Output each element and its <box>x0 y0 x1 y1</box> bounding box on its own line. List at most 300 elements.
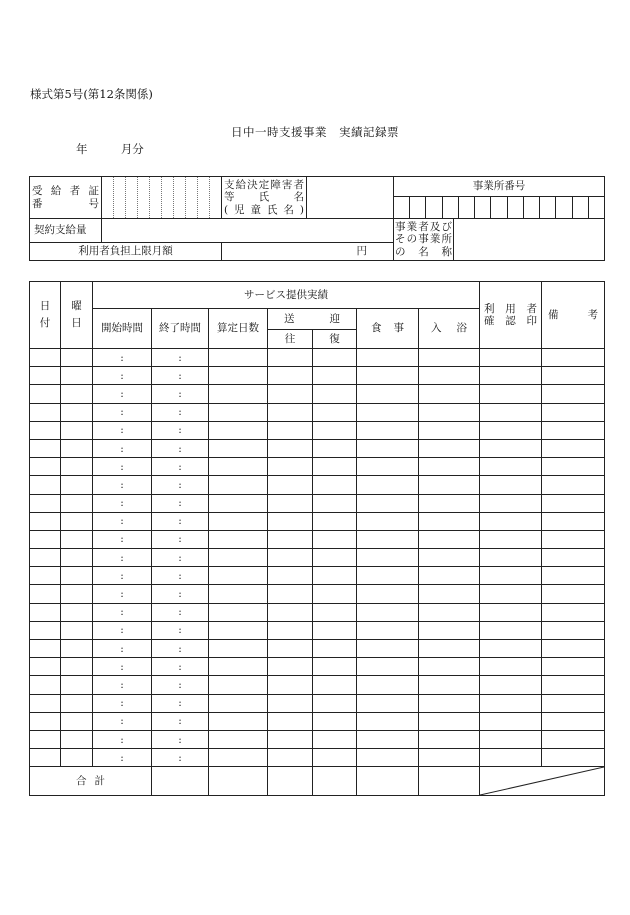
cell-day[interactable] <box>30 694 61 712</box>
cell-end-time[interactable] <box>152 621 209 639</box>
cell-user-confirm[interactable] <box>480 658 542 676</box>
cell-remarks[interactable] <box>542 549 605 567</box>
cell-outbound[interactable] <box>268 640 313 658</box>
cell-bath[interactable] <box>419 712 480 730</box>
cell-day[interactable] <box>30 421 61 439</box>
cell-calc-days[interactable] <box>209 730 268 748</box>
cell-weekday[interactable] <box>61 730 93 748</box>
cell-start-time[interactable] <box>93 458 152 476</box>
time-separator: : <box>120 497 124 510</box>
total-meal[interactable] <box>357 767 419 796</box>
cell-bath[interactable] <box>419 567 480 585</box>
cell-day[interactable] <box>30 385 61 403</box>
cell-end-time[interactable] <box>152 585 209 603</box>
time-separator: : <box>120 369 124 382</box>
time-separator: : <box>178 678 182 691</box>
cell-meal[interactable] <box>357 385 419 403</box>
cell-meal[interactable] <box>357 458 419 476</box>
cell-bath[interactable] <box>419 476 480 494</box>
cell-end-time[interactable] <box>152 603 209 621</box>
cell-meal[interactable] <box>357 640 419 658</box>
cell-bath[interactable] <box>419 640 480 658</box>
time-separator: : <box>120 588 124 600</box>
cell-inbound[interactable] <box>313 512 357 530</box>
cell-outbound[interactable] <box>268 349 313 367</box>
cell-bath[interactable] <box>419 512 480 530</box>
cell-remarks[interactable] <box>542 676 605 694</box>
cell-remarks[interactable] <box>542 476 605 494</box>
table-row <box>30 512 605 530</box>
cell-start-time[interactable] <box>93 694 152 712</box>
cell-end-time[interactable] <box>152 367 209 385</box>
cell-outbound[interactable] <box>268 712 313 730</box>
cell-outbound[interactable] <box>268 476 313 494</box>
cell-start-time[interactable] <box>93 494 152 512</box>
cell-calc-days[interactable] <box>209 476 268 494</box>
cell-start-time[interactable] <box>93 367 152 385</box>
cell-day[interactable] <box>30 712 61 730</box>
cell-user-confirm[interactable] <box>480 403 542 421</box>
cell-outbound[interactable] <box>268 676 313 694</box>
cell-outbound[interactable] <box>268 421 313 439</box>
cell-inbound[interactable] <box>313 694 357 712</box>
cell-user-confirm[interactable] <box>480 694 542 712</box>
cell-weekday[interactable] <box>61 349 93 367</box>
time-separator: : <box>120 515 124 528</box>
cell-bath[interactable] <box>419 530 480 548</box>
cell-calc-days[interactable] <box>209 458 268 476</box>
cell-bath[interactable] <box>419 367 480 385</box>
time-separator: : <box>120 533 124 546</box>
cell-user-confirm[interactable] <box>480 367 542 385</box>
cell-outbound[interactable] <box>268 567 313 585</box>
cell-end-time[interactable] <box>152 403 209 421</box>
cell-calc-days[interactable] <box>209 349 268 367</box>
cell-start-time[interactable] <box>93 530 152 548</box>
cell-start-time[interactable] <box>93 749 152 767</box>
cell-start-time[interactable] <box>93 421 152 439</box>
cell-remarks[interactable] <box>542 567 605 585</box>
cell-day[interactable] <box>30 458 61 476</box>
time-separator: : <box>120 569 124 582</box>
cell-weekday[interactable] <box>61 658 93 676</box>
cell-weekday[interactable] <box>61 603 93 621</box>
cell-user-confirm[interactable] <box>480 640 542 658</box>
cell-inbound[interactable] <box>313 549 357 567</box>
time-separator: : <box>178 606 182 619</box>
cell-weekday[interactable] <box>61 567 93 585</box>
cell-remarks[interactable] <box>542 439 605 457</box>
total-label: 合計 <box>30 767 152 796</box>
cell-day[interactable] <box>30 367 61 385</box>
cell-calc-days[interactable] <box>209 439 268 457</box>
cell-remarks[interactable] <box>542 349 605 367</box>
cell-day[interactable] <box>30 658 61 676</box>
cell-calc-days[interactable] <box>209 530 268 548</box>
cell-weekday[interactable] <box>61 749 93 767</box>
cell-day[interactable] <box>30 749 61 767</box>
cell-meal[interactable] <box>357 403 419 421</box>
cell-outbound[interactable] <box>268 549 313 567</box>
cell-user-confirm[interactable] <box>480 749 542 767</box>
cell-outbound[interactable] <box>268 603 313 621</box>
cell-bath[interactable] <box>419 458 480 476</box>
cell-meal[interactable] <box>357 603 419 621</box>
decision-holder-name-field[interactable] <box>307 177 394 219</box>
time-separator: : <box>120 351 124 364</box>
cell-meal[interactable] <box>357 621 419 639</box>
cell-start-time[interactable] <box>93 658 152 676</box>
cell-remarks[interactable] <box>542 494 605 512</box>
cell-day[interactable] <box>30 676 61 694</box>
cell-inbound[interactable] <box>313 476 357 494</box>
cell-weekday[interactable] <box>61 512 93 530</box>
time-separator: : <box>120 660 124 673</box>
cell-weekday[interactable] <box>61 385 93 403</box>
cell-meal[interactable] <box>357 549 419 567</box>
cell-day[interactable] <box>30 621 61 639</box>
cell-start-time[interactable] <box>93 676 152 694</box>
cell-bath[interactable] <box>419 658 480 676</box>
cell-remarks[interactable] <box>542 530 605 548</box>
total-end-time[interactable] <box>152 767 209 796</box>
cell-bath[interactable] <box>419 385 480 403</box>
cell-user-confirm[interactable] <box>480 349 542 367</box>
cell-bath[interactable] <box>419 349 480 367</box>
table-row <box>30 712 605 730</box>
cell-day[interactable] <box>30 349 61 367</box>
cell-user-confirm[interactable] <box>480 385 542 403</box>
cell-outbound[interactable] <box>268 621 313 639</box>
cell-inbound[interactable] <box>313 585 357 603</box>
month-label: 月分 <box>120 142 144 156</box>
cell-outbound[interactable] <box>268 403 313 421</box>
cell-meal[interactable] <box>357 494 419 512</box>
cell-bath[interactable] <box>419 439 480 457</box>
cell-outbound[interactable] <box>268 749 313 767</box>
cell-weekday[interactable] <box>61 549 93 567</box>
cell-weekday[interactable] <box>61 458 93 476</box>
cell-calc-days[interactable] <box>209 694 268 712</box>
cell-weekday[interactable] <box>61 403 93 421</box>
cell-remarks[interactable] <box>542 512 605 530</box>
cell-inbound[interactable] <box>313 494 357 512</box>
cell-remarks[interactable] <box>542 403 605 421</box>
contract-amount-field[interactable] <box>102 219 394 243</box>
cell-meal[interactable] <box>357 694 419 712</box>
cell-outbound[interactable] <box>268 439 313 457</box>
cell-user-confirm[interactable] <box>480 512 542 530</box>
cell-meal[interactable] <box>357 730 419 748</box>
cell-calc-days[interactable] <box>209 567 268 585</box>
cell-inbound[interactable] <box>313 403 357 421</box>
cell-day[interactable] <box>30 730 61 748</box>
cell-end-time[interactable] <box>152 439 209 457</box>
cell-meal[interactable] <box>357 712 419 730</box>
cell-meal[interactable] <box>357 439 419 457</box>
cell-remarks[interactable] <box>542 385 605 403</box>
cell-outbound[interactable] <box>268 458 313 476</box>
cell-meal[interactable] <box>357 367 419 385</box>
cell-weekday[interactable] <box>61 712 93 730</box>
cell-outbound[interactable] <box>268 512 313 530</box>
cell-user-confirm[interactable] <box>480 676 542 694</box>
time-separator: : <box>120 387 124 400</box>
cell-remarks[interactable] <box>542 730 605 748</box>
total-bath[interactable] <box>419 767 480 796</box>
cell-outbound[interactable] <box>268 367 313 385</box>
cell-bath[interactable] <box>419 421 480 439</box>
cell-weekday[interactable] <box>61 439 93 457</box>
table-row <box>30 421 605 439</box>
cell-meal[interactable] <box>357 749 419 767</box>
cell-calc-days[interactable] <box>209 640 268 658</box>
cell-start-time[interactable] <box>93 549 152 567</box>
cell-weekday[interactable] <box>61 421 93 439</box>
header-meal: 食事 <box>357 309 419 349</box>
cell-inbound[interactable] <box>313 676 357 694</box>
cell-start-time[interactable] <box>93 567 152 585</box>
cell-day[interactable] <box>30 512 61 530</box>
cell-bath[interactable] <box>419 621 480 639</box>
time-separator: : <box>120 715 124 728</box>
cell-remarks[interactable] <box>542 585 605 603</box>
cell-calc-days[interactable] <box>209 585 268 603</box>
cell-bath[interactable] <box>419 585 480 603</box>
cell-day[interactable] <box>30 603 61 621</box>
cell-user-confirm[interactable] <box>480 549 542 567</box>
cell-meal[interactable] <box>357 349 419 367</box>
cell-start-time[interactable] <box>93 349 152 367</box>
table-row <box>30 749 605 767</box>
user-burden-limit-field[interactable] <box>222 243 394 261</box>
cell-bath[interactable] <box>419 749 480 767</box>
cell-end-time[interactable] <box>152 749 209 767</box>
cell-meal[interactable] <box>357 585 419 603</box>
cell-day[interactable] <box>30 585 61 603</box>
cell-calc-days[interactable] <box>209 421 268 439</box>
cell-start-time[interactable] <box>93 640 152 658</box>
info-table <box>29 176 605 261</box>
cell-inbound[interactable] <box>313 567 357 585</box>
cell-remarks[interactable] <box>542 603 605 621</box>
cell-remarks[interactable] <box>542 694 605 712</box>
cell-end-time[interactable] <box>152 712 209 730</box>
cell-user-confirm[interactable] <box>480 712 542 730</box>
cell-meal[interactable] <box>357 676 419 694</box>
cell-inbound[interactable] <box>313 385 357 403</box>
cell-end-time[interactable] <box>152 476 209 494</box>
cell-outbound[interactable] <box>268 694 313 712</box>
cell-outbound[interactable] <box>268 385 313 403</box>
office-number-field[interactable] <box>394 197 605 219</box>
cell-calc-days[interactable] <box>209 658 268 676</box>
cell-day[interactable] <box>30 640 61 658</box>
cell-inbound[interactable] <box>313 749 357 767</box>
cell-day[interactable] <box>30 494 61 512</box>
cell-end-time[interactable] <box>152 567 209 585</box>
cell-inbound[interactable] <box>313 458 357 476</box>
cell-start-time[interactable] <box>93 439 152 457</box>
cell-calc-days[interactable] <box>209 512 268 530</box>
cell-end-time[interactable] <box>152 676 209 694</box>
cell-day[interactable] <box>30 567 61 585</box>
cell-meal[interactable] <box>357 530 419 548</box>
cell-end-time[interactable] <box>152 694 209 712</box>
cell-start-time[interactable] <box>93 603 152 621</box>
cell-start-time[interactable] <box>93 585 152 603</box>
header-remarks: 備考 <box>542 282 605 349</box>
cell-calc-days[interactable] <box>209 621 268 639</box>
cell-user-confirm[interactable] <box>480 439 542 457</box>
time-separator: : <box>120 624 124 637</box>
cell-calc-days[interactable] <box>209 676 268 694</box>
cell-start-time[interactable] <box>93 403 152 421</box>
table-row <box>30 494 605 512</box>
cell-user-confirm[interactable] <box>480 494 542 512</box>
cell-calc-days[interactable] <box>209 712 268 730</box>
cell-outbound[interactable] <box>268 494 313 512</box>
cell-end-time[interactable] <box>152 421 209 439</box>
cell-start-time[interactable] <box>93 730 152 748</box>
cell-start-time[interactable] <box>93 512 152 530</box>
cell-weekday[interactable] <box>61 694 93 712</box>
cell-end-time[interactable] <box>152 512 209 530</box>
cell-inbound[interactable] <box>313 530 357 548</box>
cell-inbound[interactable] <box>313 712 357 730</box>
cell-user-confirm[interactable] <box>480 603 542 621</box>
cell-weekday[interactable] <box>61 530 93 548</box>
cell-remarks[interactable] <box>542 621 605 639</box>
time-separator: : <box>178 588 182 600</box>
form-number: 様式第5号(第12条関係) <box>30 87 153 101</box>
cell-end-time[interactable] <box>152 458 209 476</box>
cell-inbound[interactable] <box>313 421 357 439</box>
table-row <box>30 385 605 403</box>
cell-bath[interactable] <box>419 549 480 567</box>
cell-weekday[interactable] <box>61 367 93 385</box>
cell-day[interactable] <box>30 403 61 421</box>
cell-inbound[interactable] <box>313 603 357 621</box>
cell-end-time[interactable] <box>152 349 209 367</box>
year-label: 年 <box>76 142 88 156</box>
table-row <box>30 439 605 457</box>
cell-inbound[interactable] <box>313 621 357 639</box>
cell-weekday[interactable] <box>61 476 93 494</box>
time-separator: : <box>120 460 124 473</box>
cell-outbound[interactable] <box>268 658 313 676</box>
cell-outbound[interactable] <box>268 585 313 603</box>
cell-day[interactable] <box>30 549 61 567</box>
cell-day[interactable] <box>30 476 61 494</box>
cell-end-time[interactable] <box>152 530 209 548</box>
cell-meal[interactable] <box>357 476 419 494</box>
time-separator: : <box>120 642 124 655</box>
cell-inbound[interactable] <box>313 439 357 457</box>
cell-calc-days[interactable] <box>209 494 268 512</box>
cell-bath[interactable] <box>419 676 480 694</box>
cell-remarks[interactable] <box>542 458 605 476</box>
cell-start-time[interactable] <box>93 712 152 730</box>
cell-user-confirm[interactable] <box>480 585 542 603</box>
cell-user-confirm[interactable] <box>480 567 542 585</box>
cell-remarks[interactable] <box>542 421 605 439</box>
cell-user-confirm[interactable] <box>480 421 542 439</box>
total-outbound[interactable] <box>268 767 313 796</box>
cell-end-time[interactable] <box>152 640 209 658</box>
header-inbound: 復 <box>313 330 357 349</box>
provider-name-field[interactable] <box>454 219 605 261</box>
cell-end-time[interactable] <box>152 385 209 403</box>
cell-bath[interactable] <box>419 730 480 748</box>
cell-remarks[interactable] <box>542 658 605 676</box>
cell-weekday[interactable] <box>61 676 93 694</box>
cell-meal[interactable] <box>357 567 419 585</box>
cell-inbound[interactable] <box>313 640 357 658</box>
cell-start-time[interactable] <box>93 385 152 403</box>
cell-meal[interactable] <box>357 658 419 676</box>
cell-user-confirm[interactable] <box>480 530 542 548</box>
cell-weekday[interactable] <box>61 494 93 512</box>
cell-user-confirm[interactable] <box>480 730 542 748</box>
cell-bath[interactable] <box>419 603 480 621</box>
cell-remarks[interactable] <box>542 367 605 385</box>
cell-calc-days[interactable] <box>209 603 268 621</box>
cell-end-time[interactable] <box>152 494 209 512</box>
cell-end-time[interactable] <box>152 658 209 676</box>
cell-inbound[interactable] <box>313 730 357 748</box>
cell-calc-days[interactable] <box>209 549 268 567</box>
cell-inbound[interactable] <box>313 658 357 676</box>
cell-weekday[interactable] <box>61 621 93 639</box>
cell-inbound[interactable] <box>313 349 357 367</box>
cell-bath[interactable] <box>419 494 480 512</box>
cell-day[interactable] <box>30 530 61 548</box>
cell-calc-days[interactable] <box>209 403 268 421</box>
cell-end-time[interactable] <box>152 549 209 567</box>
recipient-number-label: 受給者証 番号 <box>30 177 102 219</box>
cell-bath[interactable] <box>419 694 480 712</box>
cell-user-confirm[interactable] <box>480 458 542 476</box>
cell-calc-days[interactable] <box>209 385 268 403</box>
cell-user-confirm[interactable] <box>480 476 542 494</box>
cell-start-time[interactable] <box>93 621 152 639</box>
cell-inbound[interactable] <box>313 367 357 385</box>
time-separator: : <box>120 606 124 619</box>
cell-user-confirm[interactable] <box>480 621 542 639</box>
cell-end-time[interactable] <box>152 730 209 748</box>
cell-calc-days[interactable] <box>209 367 268 385</box>
cell-meal[interactable] <box>357 421 419 439</box>
cell-meal[interactable] <box>357 512 419 530</box>
total-inbound[interactable] <box>313 767 357 796</box>
time-separator: : <box>120 678 124 691</box>
cell-calc-days[interactable] <box>209 749 268 767</box>
cell-remarks[interactable] <box>542 640 605 658</box>
header-outbound: 往 <box>268 330 313 349</box>
cell-bath[interactable] <box>419 403 480 421</box>
recipient-number-field[interactable] <box>102 177 222 219</box>
cell-remarks[interactable] <box>542 749 605 767</box>
cell-start-time[interactable] <box>93 476 152 494</box>
cell-day[interactable] <box>30 439 61 457</box>
total-calc-days[interactable] <box>209 767 268 796</box>
cell-weekday[interactable] <box>61 585 93 603</box>
cell-outbound[interactable] <box>268 730 313 748</box>
cell-remarks[interactable] <box>542 712 605 730</box>
cell-weekday[interactable] <box>61 640 93 658</box>
cell-outbound[interactable] <box>268 530 313 548</box>
